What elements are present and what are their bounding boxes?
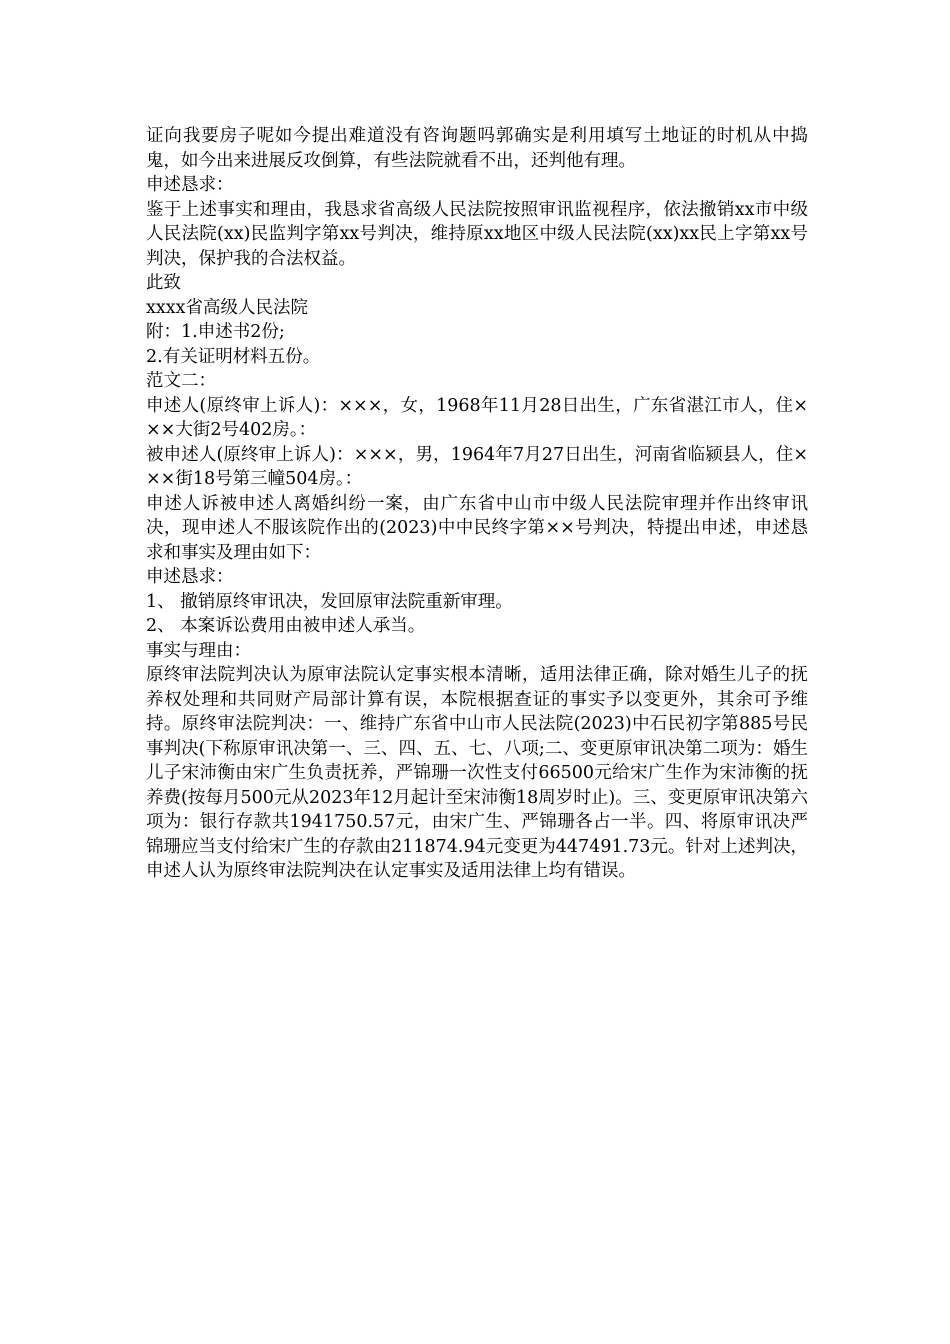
request-item-2: 2、 本案诉讼费用由被申述人承当。	[146, 616, 426, 636]
paragraph-continuation: 证向我要房子呢如今提出难道没有咨询题吗郭确实是利用填写土地证的时机从中捣鬼，如今出来进展反攻倒算，有些法院就看不出，还判他有理。	[146, 126, 808, 171]
attachment-line-1: 附：1.申述书2份;	[146, 322, 285, 342]
salutation: 此致	[146, 273, 181, 293]
heading-facts-and-reasons: 事实与理由：	[146, 640, 251, 661]
paragraph-petition-request: 鉴于上述事实和理由，我恳求省高级人民法院按照审讯监视程序，依法撤销xx市中级人民法院(xx)民监判字第xx号判决，维持原xx地区中级人民法院(xx)xx民上字第xx号判决，保护我的合法权益。	[146, 199, 808, 269]
paragraph-facts-and-reasons: 原终审法院判决认为原审法院认定事实根本清晰，适用法律正确，除对婚生儿子的抚养权处理和共同财产局部计算有误，本院根据查证的事实予以变更外，其余可予维持。原终审法院判决：一、维持广东省中山市人民法院(2023)中石民初字第885号民事判决(下称原审讯决第一、三、四、五、七、八项;二、变更原审讯决第二项为：婚生儿子宋沛衡由宋广生负责抚养，严锦珊一次性支付66500元给宋广生作为宋沛衡的抚养费(按每月500元从2023年12月起计至宋沛衡18周岁时止)。三、变更原审讯决第六项为：银行存款共1941750.57元，由宋广生、严锦珊各占一半。四、将原审讯决严锦珊应当支付给宋广生的存款由211874.94元变更为447491.73元。针对上述判决，申述人认为原终审法院判决在认定事实及适用法律上均有错误。	[146, 665, 808, 881]
paragraph-respondent: 被申述人(原终审上诉人)：×××，男，1964年7月27日出生，河南省临颍县人，住×××街18号第三幢504房。：	[146, 444, 808, 489]
paragraph-case-summary: 申述人诉被申述人离婚纠纷一案，由广东省中山市中级人民法院审理并作出终审讯决，现申述人不服该院作出的(2023)中中民终字第××号判决，特提出申述，申述恳求和事实及理由如下：	[146, 493, 808, 563]
attachment-line-2: 2.有关证明材料五份。	[146, 346, 321, 367]
addressee: xxxx省高级人民法院	[146, 297, 308, 318]
paragraph-petitioner: 申述人(原终审上诉人)：×××，女，1968年11月28日出生，广东省湛江市人，住×××大街2号402房。：	[146, 395, 808, 440]
heading-petition-request: 申述恳求：	[146, 175, 234, 195]
request-item-1: 1、 撤销原终审讯决，发回原审法院重新审理。	[146, 591, 513, 612]
heading-petition-request-2: 申述恳求：	[146, 567, 234, 587]
document-body	[146, 124, 808, 884]
section-heading-sample-two: 范文二：	[146, 371, 216, 391]
